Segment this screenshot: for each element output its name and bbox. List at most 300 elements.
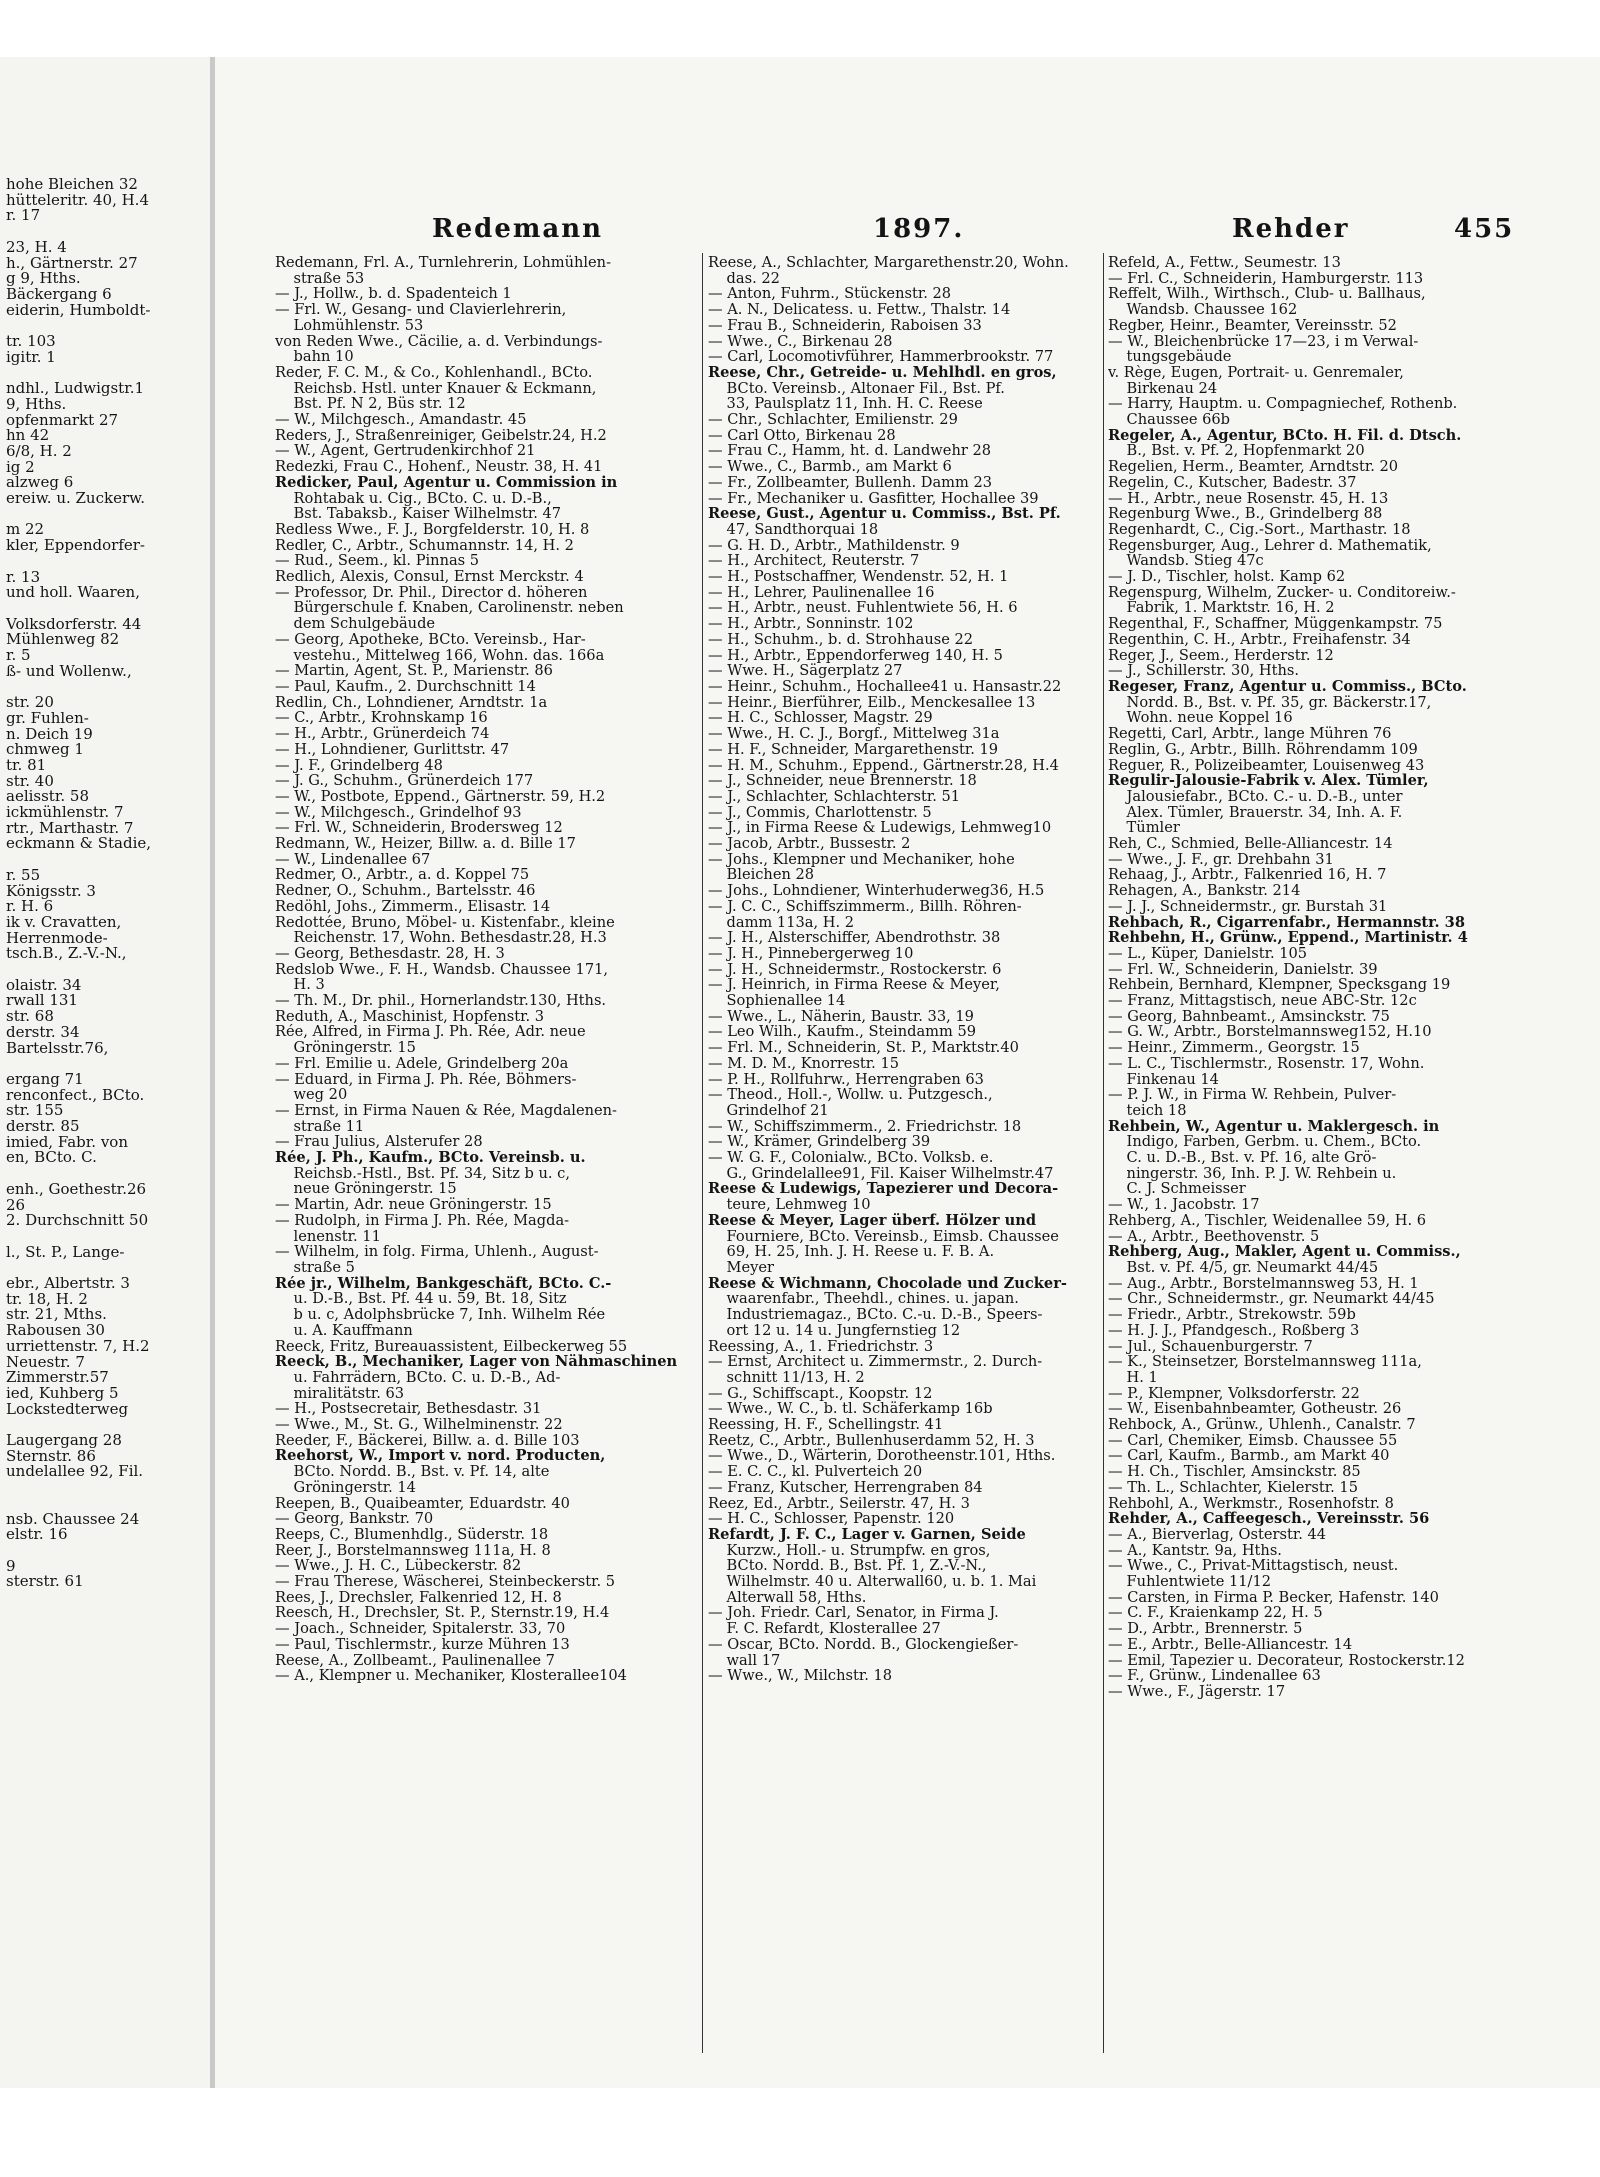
directory-entry: Wandsb. Chaussee 162 [1108, 302, 1298, 318]
directory-entry: — J., Hollw., b. d. Spadenteich 1 [275, 286, 512, 303]
directory-entry: — H., Arbtr., Sonninstr. 102 [708, 616, 914, 632]
previous-page-fragment: Herrenmode- [6, 928, 108, 947]
previous-page-fragment: r. 13 [6, 567, 41, 586]
directory-entry: Wilhelmstr. 40 u. Alterwall60, u. b. 1. Mai [708, 1574, 1037, 1590]
previous-page-fragment: eckmann & Stadie, [6, 834, 152, 853]
previous-page-fragment: str. 155 [6, 1101, 64, 1120]
previous-page-fragment: renconfect., BCto. [6, 1085, 145, 1104]
directory-entry: Reese & Wichmann, Chocolade und Zucker- [708, 1275, 1067, 1292]
directory-entry: Reesch, H., Drechsler, St. P., Sternstr.19, H.4 [275, 1605, 610, 1622]
directory-entry: — W., Postbote, Eppend., Gärtnerstr. 59, H.2 [275, 788, 606, 805]
directory-entry: — Ernst, in Firma Nauen & Rée, Magdalenen- [275, 1102, 617, 1119]
directory-entry: Regenspurg, Wilhelm, Zucker- u. Conditoreiw.- [1108, 584, 1456, 601]
directory-entry: — H., Postsecretair, Bethesdastr. 31 [275, 1401, 542, 1418]
previous-page-fragment: olaistr. 34 [6, 975, 82, 994]
previous-page-fragment: str. 20 [6, 693, 54, 712]
directory-entry: Reese & Ludewigs, Tapezierer und Decora- [708, 1181, 1059, 1198]
directory-entry: — W. G. F., Colonialw., BCto. Volksb. e. [708, 1150, 994, 1166]
directory-entry: — Chr., Schlachter, Emilienstr. 29 [708, 412, 958, 428]
previous-page-fragment: 6/8, H. 2 [6, 441, 72, 460]
directory-entry: — W., Agent, Gertrudenkirchhof 21 [275, 443, 536, 460]
directory-entry: — Carl Otto, Birkenau 28 [708, 427, 896, 444]
directory-entry: — Th. M., Dr. phil., Hornerlandstr.130, Hths. [275, 993, 607, 1009]
directory-entry: Redöhl, Johs., Zimmerm., Elisastr. 14 [275, 898, 551, 915]
directory-entry: C. u. D.-B., Bst. v. Pf. 16, alte Grö- [1108, 1150, 1377, 1166]
directory-entry: Reglin, G., Arbtr., Billh. Röhrendamm 109 [1108, 741, 1418, 758]
directory-entry: Redmer, O., Arbtr., a. d. Koppel 75 [275, 867, 530, 884]
directory-entry: — Frau Julius, Alsterufer 28 [275, 1134, 483, 1151]
previous-page-fragment: m 22 [6, 520, 45, 539]
previous-page-fragment: alzweg 6 [6, 473, 74, 492]
directory-entry: — Rud., Seem., kl. Pinnas 5 [275, 553, 480, 570]
directory-entry: u. A. Kauffmann [275, 1322, 413, 1339]
directory-entry: Grindelhof 21 [708, 1102, 829, 1119]
directory-entry: Rehberg, Aug., Makler, Agent u. Commiss., [1108, 1244, 1461, 1260]
directory-entry: straße 11 [275, 1118, 365, 1135]
directory-entry: — J. J., Schneidermstr., gr. Burstah 31 [1108, 898, 1388, 915]
directory-entry: Reeck, B., Mechaniker, Lager von Nähmaschinen [275, 1354, 678, 1370]
previous-page-fragment: Neuestr. 7 [6, 1352, 85, 1371]
directory-entry: — Paul, Tischlermstr., kurze Mühren 13 [275, 1636, 570, 1653]
previous-page-fragment: tsch.B., Z.-V.-N., [6, 944, 127, 963]
directory-entry: neue Gröningerstr. 15 [275, 1181, 457, 1198]
directory-entry: Lohmühlenstr. 53 [275, 317, 424, 334]
directory-entry: — C. F., Kraienkamp 22, H. 5 [1108, 1605, 1323, 1622]
directory-entry: Rehbein, Bernhard, Klempner, Specksgang 19 [1108, 977, 1451, 994]
column-rule-2 [1103, 253, 1104, 2053]
previous-page-fragment: r. 55 [6, 865, 41, 884]
directory-entry: — Fr., Mechaniker u. Gasfitter, Hochallee 39 [708, 490, 1039, 507]
directory-entry: Wandsb. Stieg 47c [1108, 553, 1264, 570]
directory-entry: — Frl. C., Schneiderin, Hamburgerstr. 113 [1108, 270, 1424, 287]
directory-entry: — P. J. W., in Firma W. Rehbein, Pulver- [1108, 1087, 1397, 1103]
previous-page-fragment: str. 68 [6, 1007, 54, 1026]
directory-entry: Reeck, Fritz, Bureauassistent, Eilbeckerweg 55 [275, 1338, 628, 1355]
directory-entry: — E. C. C., kl. Pulverteich 20 [708, 1464, 923, 1480]
directory-entry: Reepen, B., Quaibeamter, Eduardstr. 40 [275, 1495, 570, 1512]
directory-entry: — P., Klempner, Volksdorferstr. 22 [1108, 1385, 1360, 1402]
directory-entry: Redlin, Ch., Lohndiener, Arndtstr. 1a [275, 694, 548, 711]
directory-entry: teure, Lehmweg 10 [708, 1197, 871, 1213]
directory-entry: — H., Arbtr., neust. Fuhlentwiete 56, H. 6 [708, 600, 1018, 617]
directory-entry: — Frl. Emilie u. Adele, Grindelberg 20a [275, 1055, 569, 1072]
directory-entry: — Wwe., C., Barmb., am Markt 6 [708, 459, 952, 475]
directory-entry: — Wwe., J. F., gr. Drehbahn 31 [1108, 851, 1334, 868]
directory-entry: Nordd. B., Bst. v. Pf. 35, gr. Bäckerstr.17, [1108, 694, 1432, 711]
directory-entry: ort 12 u. 14 u. Jungfernstieg 12 [708, 1322, 961, 1339]
directory-entry: Regeler, A., Agentur, BCto. H. Fil. d. Dtsch. [1108, 427, 1462, 444]
previous-page-fragment: r. 5 [6, 646, 31, 664]
directory-entry: B., Bst. v. Pf. 2, Hopfenmarkt 20 [1108, 443, 1365, 460]
directory-entry: — Carsten, in Firma P. Becker, Hafenstr. 140 [1108, 1589, 1439, 1606]
directory-entry: — Frau B., Schneiderin, Raboisen 33 [708, 317, 982, 334]
left-catchword: Redemann [432, 214, 604, 244]
directory-entry: 33, Paulsplatz 11, Inh. H. C. Reese [708, 396, 983, 413]
column-rule-1 [702, 253, 703, 2053]
directory-entry: — Frl. W., Schneiderin, Danielstr. 39 [1108, 961, 1378, 978]
directory-entry: — J. H., Schneidermstr., Rostockerstr. 6 [708, 961, 1002, 978]
directory-entry: — H. Ch., Tischler, Amsinckstr. 85 [1108, 1464, 1361, 1480]
directory-entry: waarenfabr., Theehdl., chines. u. japan. [708, 1291, 1019, 1308]
directory-entry: — W., Milchgesch., Amandastr. 45 [275, 412, 527, 428]
directory-entry: Redezki, Frau C., Hohenf., Neustr. 38, H. 41 [275, 459, 603, 475]
directory-entry: — E., Arbtr., Belle-Alliancestr. 14 [1108, 1636, 1353, 1653]
previous-page-fragment: derstr. 85 [6, 1117, 80, 1135]
directory-entry: — Joach., Schneider, Spitalerstr. 33, 70 [275, 1621, 566, 1637]
previous-page-fragment: 2. Durchschnitt 50 [6, 1211, 149, 1230]
directory-entry: — Heinr., Bierführer, Eilb., Menckesallee 13 [708, 694, 1036, 711]
directory-entry: Birkenau 24 [1108, 380, 1218, 397]
directory-entry: — A., Bierverlag, Osterstr. 44 [1108, 1526, 1327, 1543]
year-heading: 1897. [873, 214, 965, 244]
directory-entry: — Wwe., M., St. G., Wilhelminenstr. 22 [275, 1417, 563, 1433]
directory-entry: Rée, J. Ph., Kaufm., BCto. Vereinsb. u. [275, 1150, 586, 1166]
directory-entry: — Carl, Kaufm., Barmb., am Markt 40 [1108, 1448, 1390, 1465]
directory-entry: — Wwe., C., Privat-Mittagstisch, neust. [1108, 1558, 1399, 1575]
previous-page-fragment: gr. Fuhlen- [6, 708, 89, 727]
directory-entry: Reduth, A., Maschinist, Hopfenstr. 3 [275, 1008, 545, 1025]
directory-entry: — Leo Wilh., Kaufm., Steindamm 59 [708, 1024, 977, 1041]
previous-page-fragment: urriettenstr. 7, H.2 [6, 1336, 150, 1355]
previous-page-fragment: 26 [6, 1195, 26, 1214]
directory-entry: — Wwe. H., Sägerplatz 27 [708, 663, 903, 679]
directory-entry: — Jacob, Arbtr., Bussestr. 2 [708, 836, 911, 852]
previous-page-fragment: elstr. 16 [6, 1525, 68, 1544]
directory-entry: Bürgerschule f. Knaben, Carolinenstr. neben [275, 600, 624, 617]
previous-page-fragment: hohe Bleichen 32 [6, 175, 138, 193]
previous-page-fragment: r. H. 6 [6, 897, 54, 916]
directory-entry: — L., Küper, Danielstr. 105 [1108, 945, 1308, 962]
directory-entry: H. 1 [1108, 1369, 1158, 1386]
directory-column-2 [708, 255, 1100, 2065]
directory-entry: — Johs., Lohndiener, Winterhuderweg36, H.5 [708, 883, 1045, 899]
previous-page-fragment: ied, Kuhberg 5 [6, 1383, 119, 1402]
previous-page-fragment: ickmühlenstr. 7 [6, 803, 124, 821]
directory-entry: schnitt 11/13, H. 2 [708, 1369, 865, 1386]
directory-entry: — Frau Therese, Wäscherei, Steinbeckerstr. 5 [275, 1574, 616, 1590]
directory-entry: — J. D., Tischler, holst. Kamp 62 [1108, 569, 1346, 585]
directory-entry: — Wwe., W., Milchstr. 18 [708, 1668, 893, 1684]
directory-entry: — Jul., Schauenburgerstr. 7 [1108, 1338, 1313, 1355]
directory-entry: Reder, F. C. M., & Co., Kohlenhandl., BCto. [275, 364, 593, 381]
directory-entry: Reeder, F., Bäckerei, Billw. a. d. Bille 103 [275, 1432, 580, 1449]
directory-entry: Rehder, A., Caffeegesch., Vereinsstr. 56 [1108, 1511, 1430, 1527]
previous-page-fragment: Volksdorferstr. 44 [6, 614, 142, 633]
previous-page-fragment: str. 40 [6, 771, 54, 790]
directory-entry: — H. F., Schneider, Margarethenstr. 19 [708, 741, 999, 758]
directory-entry: Redmann, W., Heizer, Billw. a. d. Bille 17 [275, 836, 576, 852]
directory-entry: vestehu., Mittelweg 166, Wohn. das. 166a [275, 647, 605, 664]
directory-entry: Bst. Pf. N 2, Büs str. 12 [275, 396, 466, 413]
directory-entry: — J., Schlachter, Schlachterstr. 51 [708, 788, 961, 805]
directory-entry: — Rudolph, in Firma J. Ph. Rée, Magda- [275, 1212, 570, 1229]
directory-entry: Reehorst, W., Import v. nord. Producten, [275, 1448, 606, 1465]
directory-entry: — Carl, Chemiker, Eimsb. Chaussee 55 [1108, 1432, 1398, 1449]
directory-entry: Reichsb. Hstl. unter Knauer & Eckmann, [275, 380, 597, 397]
directory-entry: Reichsb.-Hstl., Bst. Pf. 34, Sitz b u. c, [275, 1165, 570, 1182]
directory-entry: lenenstr. 11 [275, 1228, 381, 1245]
directory-entry: b u. c, Adolphsbrücke 7, Inh. Wilhelm Rée [275, 1307, 606, 1323]
previous-page-fragment: tr. 18, H. 2 [6, 1289, 88, 1308]
directory-entry: — W., Eisenbahnbeamter, Gotheustr. 26 [1108, 1401, 1402, 1418]
directory-entry: Regber, Heinr., Beamter, Vereinsstr. 52 [1108, 317, 1397, 334]
previous-page-fragment: enh., Goethestr.26 [6, 1179, 147, 1198]
directory-entry: — Th. L., Schlachter, Kielerstr. 15 [1108, 1479, 1358, 1496]
directory-entry: BCto. Nordd. B., Bst. v. Pf. 14, alte [275, 1464, 550, 1480]
directory-entry: Rehbehn, H., Grünw., Eppend., Martinistr. 4 [1108, 930, 1468, 946]
directory-entry: — Georg, Bahnbeamt., Amsinckstr. 75 [1108, 1008, 1390, 1025]
directory-entry: Regetti, Carl, Arbtr., lange Mühren 76 [1108, 726, 1392, 742]
directory-entry: — H., Arbtr., Eppendorferweg 140, H. 5 [708, 647, 1003, 664]
directory-entry: straße 5 [275, 1260, 355, 1276]
directory-entry: — Wilhelm, in folg. Firma, Uhlenh., August- [275, 1244, 599, 1260]
directory-entry: — H. M., Schuhm., Eppend., Gärtnerstr.28, H.4 [708, 757, 1059, 774]
directory-entry: — Martin, Agent, St. P., Marienstr. 86 [275, 663, 553, 679]
directory-entry: BCto. Nordd. B., Bst. Pf. 1, Z.-V.-N., [708, 1558, 987, 1575]
directory-entry: Bleichen 28 [708, 867, 815, 884]
directory-entry: — Friedr., Arbtr., Strekowstr. 59b [1108, 1307, 1356, 1323]
previous-page-fragment: ß- und Wollenw., [6, 661, 132, 680]
directory-entry: ningerstr. 36, Inh. P. J. W. Rehbein u. [1108, 1165, 1397, 1182]
directory-entry: — J., Schneider, neue Brennerstr. 18 [708, 773, 977, 789]
previous-page-fragment: ergang 71 [6, 1069, 84, 1088]
directory-entry: Meyer [708, 1260, 774, 1276]
directory-entry: — J. C. C., Schiffszimmerm., Billh. Röhren- [708, 898, 1022, 915]
directory-entry: — Anton, Fuhrm., Stückenstr. 28 [708, 286, 952, 303]
directory-entry: Reese, A., Zollbeamt., Paulinenallee 7 [275, 1652, 555, 1669]
previous-page-fragment: Bartelsstr.76, [6, 1038, 109, 1057]
directory-entry: Alex. Tümler, Brauerstr. 34, Inh. A. F. [1108, 804, 1403, 821]
directory-entry: — M. D. M., Knorrestr. 15 [708, 1055, 900, 1072]
directory-entry: — H. J. J., Pfandgesch., Roßberg 3 [1108, 1322, 1360, 1339]
previous-page-fragment: derstr. 34 [6, 1022, 80, 1041]
previous-page-fragment: ebr., Albertstr. 3 [6, 1274, 130, 1292]
directory-entry: Redicker, Paul, Agentur u. Commission in [275, 474, 618, 491]
directory-entry: Reguer, R., Polizeibeamter, Louisenweg 43 [1108, 757, 1425, 774]
directory-entry: u. Fahrrädern, BCto. C. u. D.-B., Ad- [275, 1369, 561, 1386]
directory-entry: weg 20 [275, 1087, 348, 1103]
directory-entry: Rée jr., Wilhelm, Bankgeschäft, BCto. C.- [275, 1275, 612, 1292]
directory-entry: — Paul, Kaufm., 2. Durchschnitt 14 [275, 678, 536, 695]
directory-entry: Reichenstr. 17, Wohn. Bethesdastr.28, H.3 [275, 930, 607, 946]
directory-entry: Wohn. neue Koppel 16 [1108, 710, 1293, 727]
directory-entry: — Carl, Locomotivführer, Hammerbrookstr. 77 [708, 349, 1054, 365]
directory-entry: Reer, J., Borstelmannsweg 111a, H. 8 [275, 1542, 551, 1559]
directory-entry: — Wwe., W. C., b. tl. Schäferkamp 16b [708, 1401, 993, 1418]
previous-page-fragment: sterstr. 61 [6, 1572, 84, 1591]
previous-page-fragment: kler, Eppendorfer- [6, 536, 145, 555]
previous-page-fragment: 23, H. 4 [6, 237, 67, 256]
directory-entry: Industriemagaz., BCto. C.-u. D.-B., Speers- [708, 1307, 1043, 1323]
directory-entry: — H., Postschaffner, Wendenstr. 52, H. 1 [708, 569, 1009, 585]
directory-entry: — Franz, Mittagstisch, neue ABC-Str. 12c [1108, 993, 1417, 1009]
directory-entry: Reez, Ed., Arbtr., Seilerstr. 47, H. 3 [708, 1495, 970, 1512]
previous-page-edge [0, 57, 210, 2088]
directory-entry: H. 3 [275, 977, 325, 994]
directory-entry: — Wwe., H. C. J., Borgf., Mittelweg 31a [708, 726, 1000, 742]
directory-entry: Finkenau 14 [1108, 1071, 1219, 1088]
directory-entry: — G., Schiffscapt., Koopstr. 12 [708, 1385, 933, 1402]
directory-entry: Alterwall 58, Hths. [708, 1589, 867, 1606]
directory-entry: Redlich, Alexis, Consul, Ernst Merckstr. 4 [275, 569, 584, 585]
previous-page-fragment: tr. 103 [6, 332, 56, 350]
directory-entry: — Chr., Schneidermstr., gr. Neumarkt 44/45 [1108, 1291, 1435, 1308]
directory-entry: — H., Arbtr., neue Rosenstr. 45, H. 13 [1108, 490, 1389, 507]
previous-page-fragment: ndhl., Ludwigstr.1 [6, 379, 145, 398]
directory-entry: — C., Arbtr., Krohnskamp 16 [275, 710, 488, 727]
directory-entry: — Frau C., Hamm, ht. d. Landwehr 28 [708, 443, 992, 460]
directory-entry: tungsgebäude [1108, 349, 1232, 365]
directory-entry: — L. C., Tischlermstr., Rosenstr. 17, Wohn. [1108, 1055, 1425, 1072]
directory-entry: — Ernst, Architect u. Zimmermstr., 2. Durch- [708, 1354, 1043, 1370]
directory-entry: — J. F., Grindelberg 48 [275, 757, 443, 774]
directory-entry: Regulir-Jalousie-Fabrik v. Alex. Tümler, [1108, 773, 1429, 789]
directory-entry: Redless Wwe., F. J., Borgfelderstr. 10, H. 8 [275, 521, 590, 538]
directory-entry: — Wwe., D., Wärterin, Dorotheenstr.101, Hths. [708, 1448, 1056, 1465]
directory-entry: Regeser, Franz, Agentur u. Commiss., BCto. [1108, 678, 1467, 695]
directory-entry: u. D.-B., Bst. Pf. 44 u. 59, Bt. 18, Sitz [275, 1291, 567, 1308]
directory-entry: — P. H., Rollfuhrw., Herrengraben 63 [708, 1071, 984, 1088]
directory-entry: Reeps, C., Blumenhdlg., Süderstr. 18 [275, 1526, 549, 1543]
directory-entry: Reessing, H. F., Schellingstr. 41 [708, 1417, 944, 1433]
directory-entry: — Fr., Zollbeamter, Bullenh. Damm 23 [708, 474, 993, 491]
directory-entry: Rehberg, A., Tischler, Weidenallee 59, H. 6 [1108, 1212, 1427, 1229]
directory-entry: — J., Schillerstr. 30, Hths. [1108, 663, 1300, 679]
directory-entry: — Heinr., Schuhm., Hochallee41 u. Hansastr.22 [708, 678, 1062, 695]
previous-page-fragment: Laugergang 28 [6, 1431, 122, 1449]
previous-page-fragment: l., St. P., Lange- [6, 1242, 125, 1261]
directory-entry: wall 17 [708, 1652, 781, 1669]
directory-entry: Regelien, Herm., Beamter, Arndtstr. 20 [1108, 459, 1399, 475]
previous-page-fragment: chmweg 1 [6, 740, 84, 759]
directory-entry: — W., Lindenallee 67 [275, 851, 431, 868]
directory-entry: Tümler [1108, 820, 1180, 837]
directory-entry: — Frl. M., Schneiderin, St. P., Marktstr.40 [708, 1040, 1019, 1056]
directory-entry: Reh, C., Schmied, Belle-Alliancestr. 14 [1108, 836, 1393, 852]
directory-entry: — A. N., Delicatess. u. Fettw., Thalstr. 14 [708, 302, 1011, 318]
directory-entry: Redler, C., Arbtr., Schumannstr. 14, H. 2 [275, 537, 574, 554]
directory-entry: Regenthin, C. H., Arbtr., Freihafenstr. 34 [1108, 631, 1411, 648]
directory-entry: Redottée, Bruno, Möbel- u. Kistenfabr., kleine [275, 914, 615, 931]
directory-entry: Reetz, C., Arbtr., Bullenhuserdamm 52, H. 3 [708, 1432, 1035, 1449]
directory-entry: — G. W., Arbtr., Borstelmannsweg152, H.10 [1108, 1024, 1432, 1041]
directory-entry: Jalousiefabr., BCto. C.- u. D.-B., unter [1108, 788, 1403, 805]
directory-entry: — W., 1. Jacobstr. 17 [1108, 1197, 1260, 1213]
previous-page-fragment: ik v. Cravatten, [6, 912, 122, 931]
directory-entry: — Heinr., Zimmerm., Georgstr. 15 [1108, 1040, 1360, 1056]
previous-page-fragment: 9, Hths. [6, 394, 67, 413]
directory-entry: Reese, Chr., Getreide- u. Mehlhdl. en gros, [708, 364, 1057, 381]
directory-entry: — J., in Firma Reese & Ludewigs, Lehmweg10 [708, 820, 1052, 837]
directory-entry: Fabrik, 1. Marktstr. 16, H. 2 [1108, 600, 1335, 617]
previous-page-fragment: Rabousen 30 [6, 1321, 105, 1340]
previous-page-fragment: igitr. 1 [6, 347, 56, 366]
previous-page-fragment: Bäckergang 6 [6, 284, 112, 303]
directory-entry: Redner, O., Schuhm., Bartelsstr. 46 [275, 883, 536, 899]
directory-entry: — J. Heinrich, in Firma Reese & Meyer, [708, 977, 1000, 994]
directory-entry: Indigo, Farben, Gerbm. u. Chem., BCto. [1108, 1134, 1422, 1151]
directory-entry: Rehagen, A., Bankstr. 214 [1108, 883, 1301, 899]
previous-page-fragment: str. 21, Mths. [6, 1305, 107, 1324]
page-number: 455 [1454, 214, 1515, 244]
directory-entry: — Georg, Bethesdastr. 28, H. 3 [275, 945, 505, 962]
directory-entry: Fourniere, BCto. Vereinsb., Eimsb. Chaussee [708, 1228, 1059, 1245]
previous-page-fragment: eiderin, Humboldt- [6, 300, 151, 319]
directory-entry: Rehbein, W., Agentur u. Maklergesch. in [1108, 1118, 1440, 1135]
directory-entry: — Frl. W., Schneiderin, Brodersweg 12 [275, 820, 563, 837]
previous-page-fragment: Lockstedterweg [6, 1399, 129, 1418]
directory-entry: — Wwe., J. H. C., Lübeckerstr. 82 [275, 1558, 522, 1575]
directory-entry: 69, H. 25, Inh. J. H. Reese u. F. B. A. [708, 1244, 995, 1260]
previous-page-fragment: tr. 81 [6, 755, 47, 774]
previous-page-fragment: en, BCto. C. [6, 1148, 97, 1167]
directory-entry: Regenthal, F., Schaffner, Müggenkampstr. 75 [1108, 616, 1443, 632]
directory-entry: — H., Schuhm., b. d. Strohhause 22 [708, 631, 974, 648]
previous-page-fragment: ereiw. u. Zuckerw. [6, 489, 145, 507]
directory-entry: — H., Lohndiener, Gurlittstr. 47 [275, 741, 510, 758]
directory-entry: F. C. Refardt, Klosterallee 27 [708, 1621, 941, 1637]
directory-entry: — Wwe., F., Jägerstr. 17 [1108, 1683, 1286, 1700]
previous-page-fragment: h., Gärtnerstr. 27 [6, 253, 138, 272]
right-catchword: Rehder [1232, 214, 1350, 244]
directory-entry: — J. H., Alsterschiffer, Abendrothstr. 38 [708, 930, 1001, 946]
directory-column-1 [275, 255, 699, 2065]
directory-entry: — Johs., Klempner und Mechaniker, hohe [708, 851, 1015, 868]
directory-entry: Reese, A., Schlachter, Margarethenstr.20, Wohn. [708, 255, 1069, 271]
directory-entry: damm 113a, H. 2 [708, 914, 855, 931]
previous-page-fragment: opfenmarkt 27 [6, 410, 119, 429]
directory-entry: — H. C., Schlosser, Papenstr. 120 [708, 1511, 955, 1527]
previous-page-fragment: undelallee 92, Fil. [6, 1462, 144, 1481]
directory-entry: Rée, Alfred, in Firma J. Ph. Rée, Adr. neue [275, 1024, 586, 1041]
directory-entry: Rehbohl, A., Werkmstr., Rosenhofstr. 8 [1108, 1495, 1394, 1512]
directory-entry: — W., Milchgesch., Grindelhof 93 [275, 804, 522, 821]
directory-entry: Chaussee 66b [1108, 412, 1231, 428]
previous-page-fragment: hütteleritr. 40, H.4 [6, 190, 149, 209]
directory-entry: Rehbock, A., Grünw., Uhlenh., Canalstr. 7 [1108, 1417, 1416, 1433]
directory-entry: bahn 10 [275, 349, 354, 365]
directory-entry: — Eduard, in Firma J. Ph. Rée, Böhmers- [275, 1071, 577, 1088]
previous-page-fragment: n. Deich 19 [6, 724, 93, 743]
directory-entry: Regenhardt, C., Cig.-Sort., Marthastr. 18 [1108, 521, 1411, 538]
directory-entry: — A., Klempner u. Mechaniker, Klosterallee104 [275, 1668, 627, 1684]
directory-entry: Refeld, A., Fettw., Seumestr. 13 [1108, 255, 1341, 271]
directory-entry: — H., Arbtr., Grünerdeich 74 [275, 726, 490, 742]
directory-entry: — Georg, Bankstr. 70 [275, 1511, 434, 1527]
previous-page-fragment: ig 2 [6, 457, 35, 476]
previous-page-fragment: rwall 131 [6, 991, 78, 1010]
directory-entry: — Aug., Arbtr., Borstelmannsweg 53, H. 1 [1108, 1275, 1419, 1292]
directory-entry: Reessing, A., 1. Friedrichstr. 3 [708, 1338, 934, 1355]
directory-entry: — W., Bleichenbrücke 17—23, i m Verwal- [1108, 333, 1419, 350]
directory-entry: — Theod., Holl.-, Wollw. u. Putzgesch., [708, 1087, 993, 1103]
directory-entry: — Oscar, BCto. Nordd. B., Glockengießer- [708, 1636, 1019, 1653]
directory-entry: das. 22 [708, 270, 780, 287]
directory-entry: — J. G., Schuhm., Grünerdeich 177 [275, 773, 534, 789]
directory-entry: Redemann, Frl. A., Turnlehrerin, Lohmühlen- [275, 255, 612, 271]
directory-entry: Reger, J., Seem., Herderstr. 12 [1108, 647, 1334, 664]
directory-entry: dem Schulgebäude [275, 616, 436, 632]
directory-entry: — Frl. W., Gesang- und Clavierlehrerin, [275, 302, 567, 318]
directory-entry: — D., Arbtr., Brennerstr. 5 [1108, 1621, 1303, 1637]
directory-entry: G., Grindelallee91, Fil. Kaiser Wilhelmstr.47 [708, 1165, 1054, 1182]
directory-entry: Reese & Meyer, Lager überf. Hölzer und [708, 1212, 1037, 1229]
directory-entry: Reders, J., Straßenreiniger, Geibelstr.24, H.2 [275, 427, 607, 444]
directory-entry: — Wwe., C., Birkenau 28 [708, 333, 893, 350]
directory-entry: Regelin, C., Kutscher, Badestr. 37 [1108, 474, 1357, 491]
directory-entry: 47, Sandthorquai 18 [708, 521, 879, 538]
directory-entry: — Georg, Apotheke, BCto. Vereinsb., Har- [275, 631, 586, 648]
